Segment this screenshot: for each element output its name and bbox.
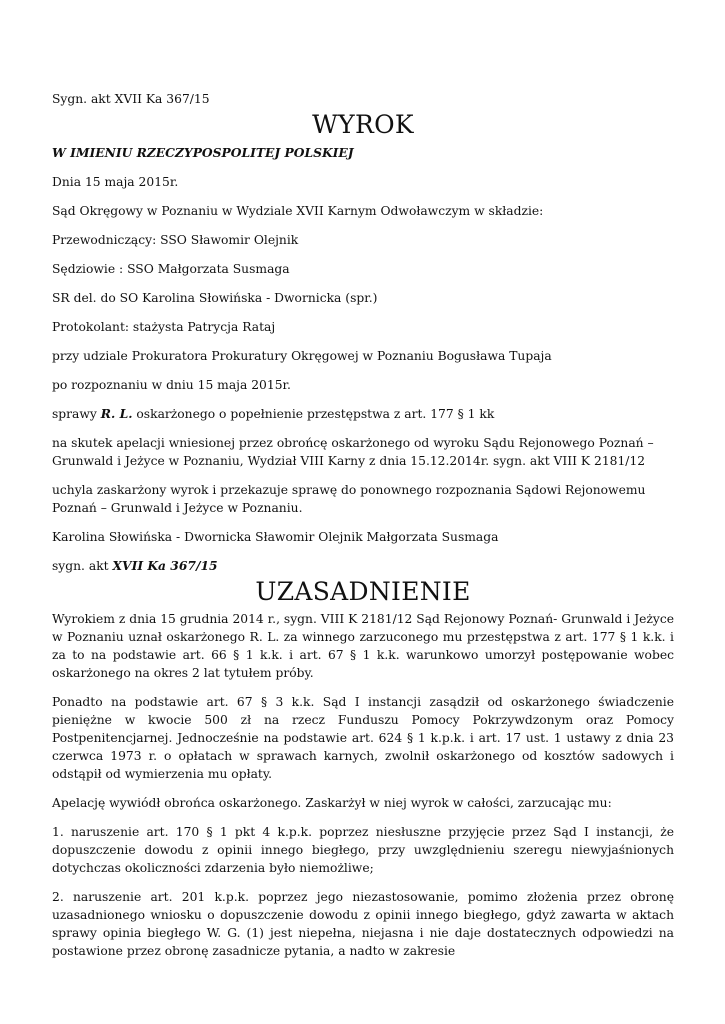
case-signature: Sygn. akt XVII Ka 367/15: [52, 92, 210, 106]
presiding-judge: Przewodniczący: SSO Sławomir Olejnik: [52, 233, 299, 247]
case-description: [52, 405, 674, 423]
justification-signature-value: XVII Ka 367/15: [112, 558, 218, 573]
ruling: uchyla zaskarżony wyrok i przekazuje sprawę do ponownego rozpoznania Sądowi Rejonowemu Poznań – Grunwald i Jeżyce w Poznaniu.: [52, 483, 646, 515]
defendant-name: R. L.: [100, 406, 133, 421]
justification-signature: [52, 557, 674, 575]
verdict-title: WYROK: [312, 110, 414, 139]
prosecutor: przy udziale Prokuratora Prokuratury Okręgowej w Poznaniu Bogusława Tupaja: [52, 349, 552, 363]
court-composition: Sąd Okręgowy w Poznaniu w Wydziale XVII Karnym Odwoławczym w składzie:: [52, 204, 544, 218]
hearing-date: po rozpoznaniu w dniu 15 maja 2015r.: [52, 378, 291, 392]
appeal-basis: na skutek apelacji wniesionej przez obrońcę oskarżonego od wyroku Sądu Rejonowego Poznań – Grunwald i Jeżyce w Poznaniu, Wydział VIII Karny z dnia 15.12.2014r. sygn. akt VIII K 2181/12: [52, 436, 654, 468]
verdict-date: Dnia 15 maja 2015r.: [52, 175, 179, 189]
justification-title: UZASADNIENIE: [255, 577, 471, 606]
justification-signature-prefix: sygn. akt: [52, 559, 113, 573]
appeal-charge-1: 1. naruszenie art. 170 § 1 pkt 4 k.p.k. poprzez niesłuszne przyjęcie przez Sąd I instancji, że dopuszczenie dowodu z opinii innego biegłego, przy uwzględnieniu szeregu niewyjaśnionych dotychczas okoliczności zdarzenia było niemożliwe;: [52, 825, 674, 875]
verdict-subtitle: W IMIENIU RZECZYPOSPOLITEJ POLSKIEJ: [52, 145, 354, 160]
judge-rapporteur: SR del. do SO Karolina Słowińska - Dwornicka (spr.): [52, 291, 378, 305]
document-body: [52, 90, 674, 971]
case-suffix: oskarżonego o popełnienie przestępstwa z art. 177 § 1 kk: [132, 407, 495, 421]
case-prefix: sprawy: [52, 407, 101, 421]
judge-signatures: Karolina Słowińska - Dwornicka Sławomir Olejnik Małgorzata Susmaga: [52, 530, 499, 544]
justification-paragraph: Ponadto na podstawie art. 67 § 3 k.k. Sąd I instancji zasądził od oskarżonego świadczenie pieniężne w kwocie 500 zł na rzecz Funduszu Pomocy Pokrzywdzonym oraz Pomocy Postpenitencjarnej. Jednocześnie na podstawie art. 624 § 1 k.p.k. i art. 17 ust. 1 ustawy z dnia 23 czerwca 1973 r. o opłatach w sprawach karnych, zwolnił oskarżonego od kosztów sadowych i odstąpił od wymierzenia mu opłaty.: [52, 695, 674, 781]
justification-paragraph: Wyrokiem z dnia 15 grudnia 2014 r., sygn. VIII K 2181/12 Sąd Rejonowy Poznań- Grunwald i Jeżyce w Poznaniu uznał oskarżonego R. L. za winnego zarzuconego mu przestępstwa z art. 177 § 1 k.k. i za to na podstawie art. 66 § 1 k.k. i art. 67 § 1 k.k. warunkowo umorzył postępowanie wobec oskarżonego na okres 2 lat tytułem próby.: [52, 612, 674, 680]
justification-paragraph: Apelację wywiódł obrońca oskarżonego. Zaskarżył w niej wyrok w całości, zarzucając mu:: [52, 796, 612, 810]
court-clerk: Protokolant: stażysta Patrycja Rataj: [52, 320, 276, 334]
appeal-charge-2: 2. naruszenie art. 201 k.p.k. poprzez jego niezastosowanie, pomimo złożenia przez obronę uzasadnionego wniosku o dopuszczenie dowodu z opinii innego biegłego, gdyż zawarta w aktach sprawy opinia biegłego W. G. (1) jest niepełna, niejasna i nie daje dostatecznych odpowiedzi na postawione przez obronę zasadnicze pytania, a nadto w zakresie: [52, 890, 674, 958]
judges: Sędziowie : SSO Małgorzata Susmaga: [52, 262, 290, 276]
